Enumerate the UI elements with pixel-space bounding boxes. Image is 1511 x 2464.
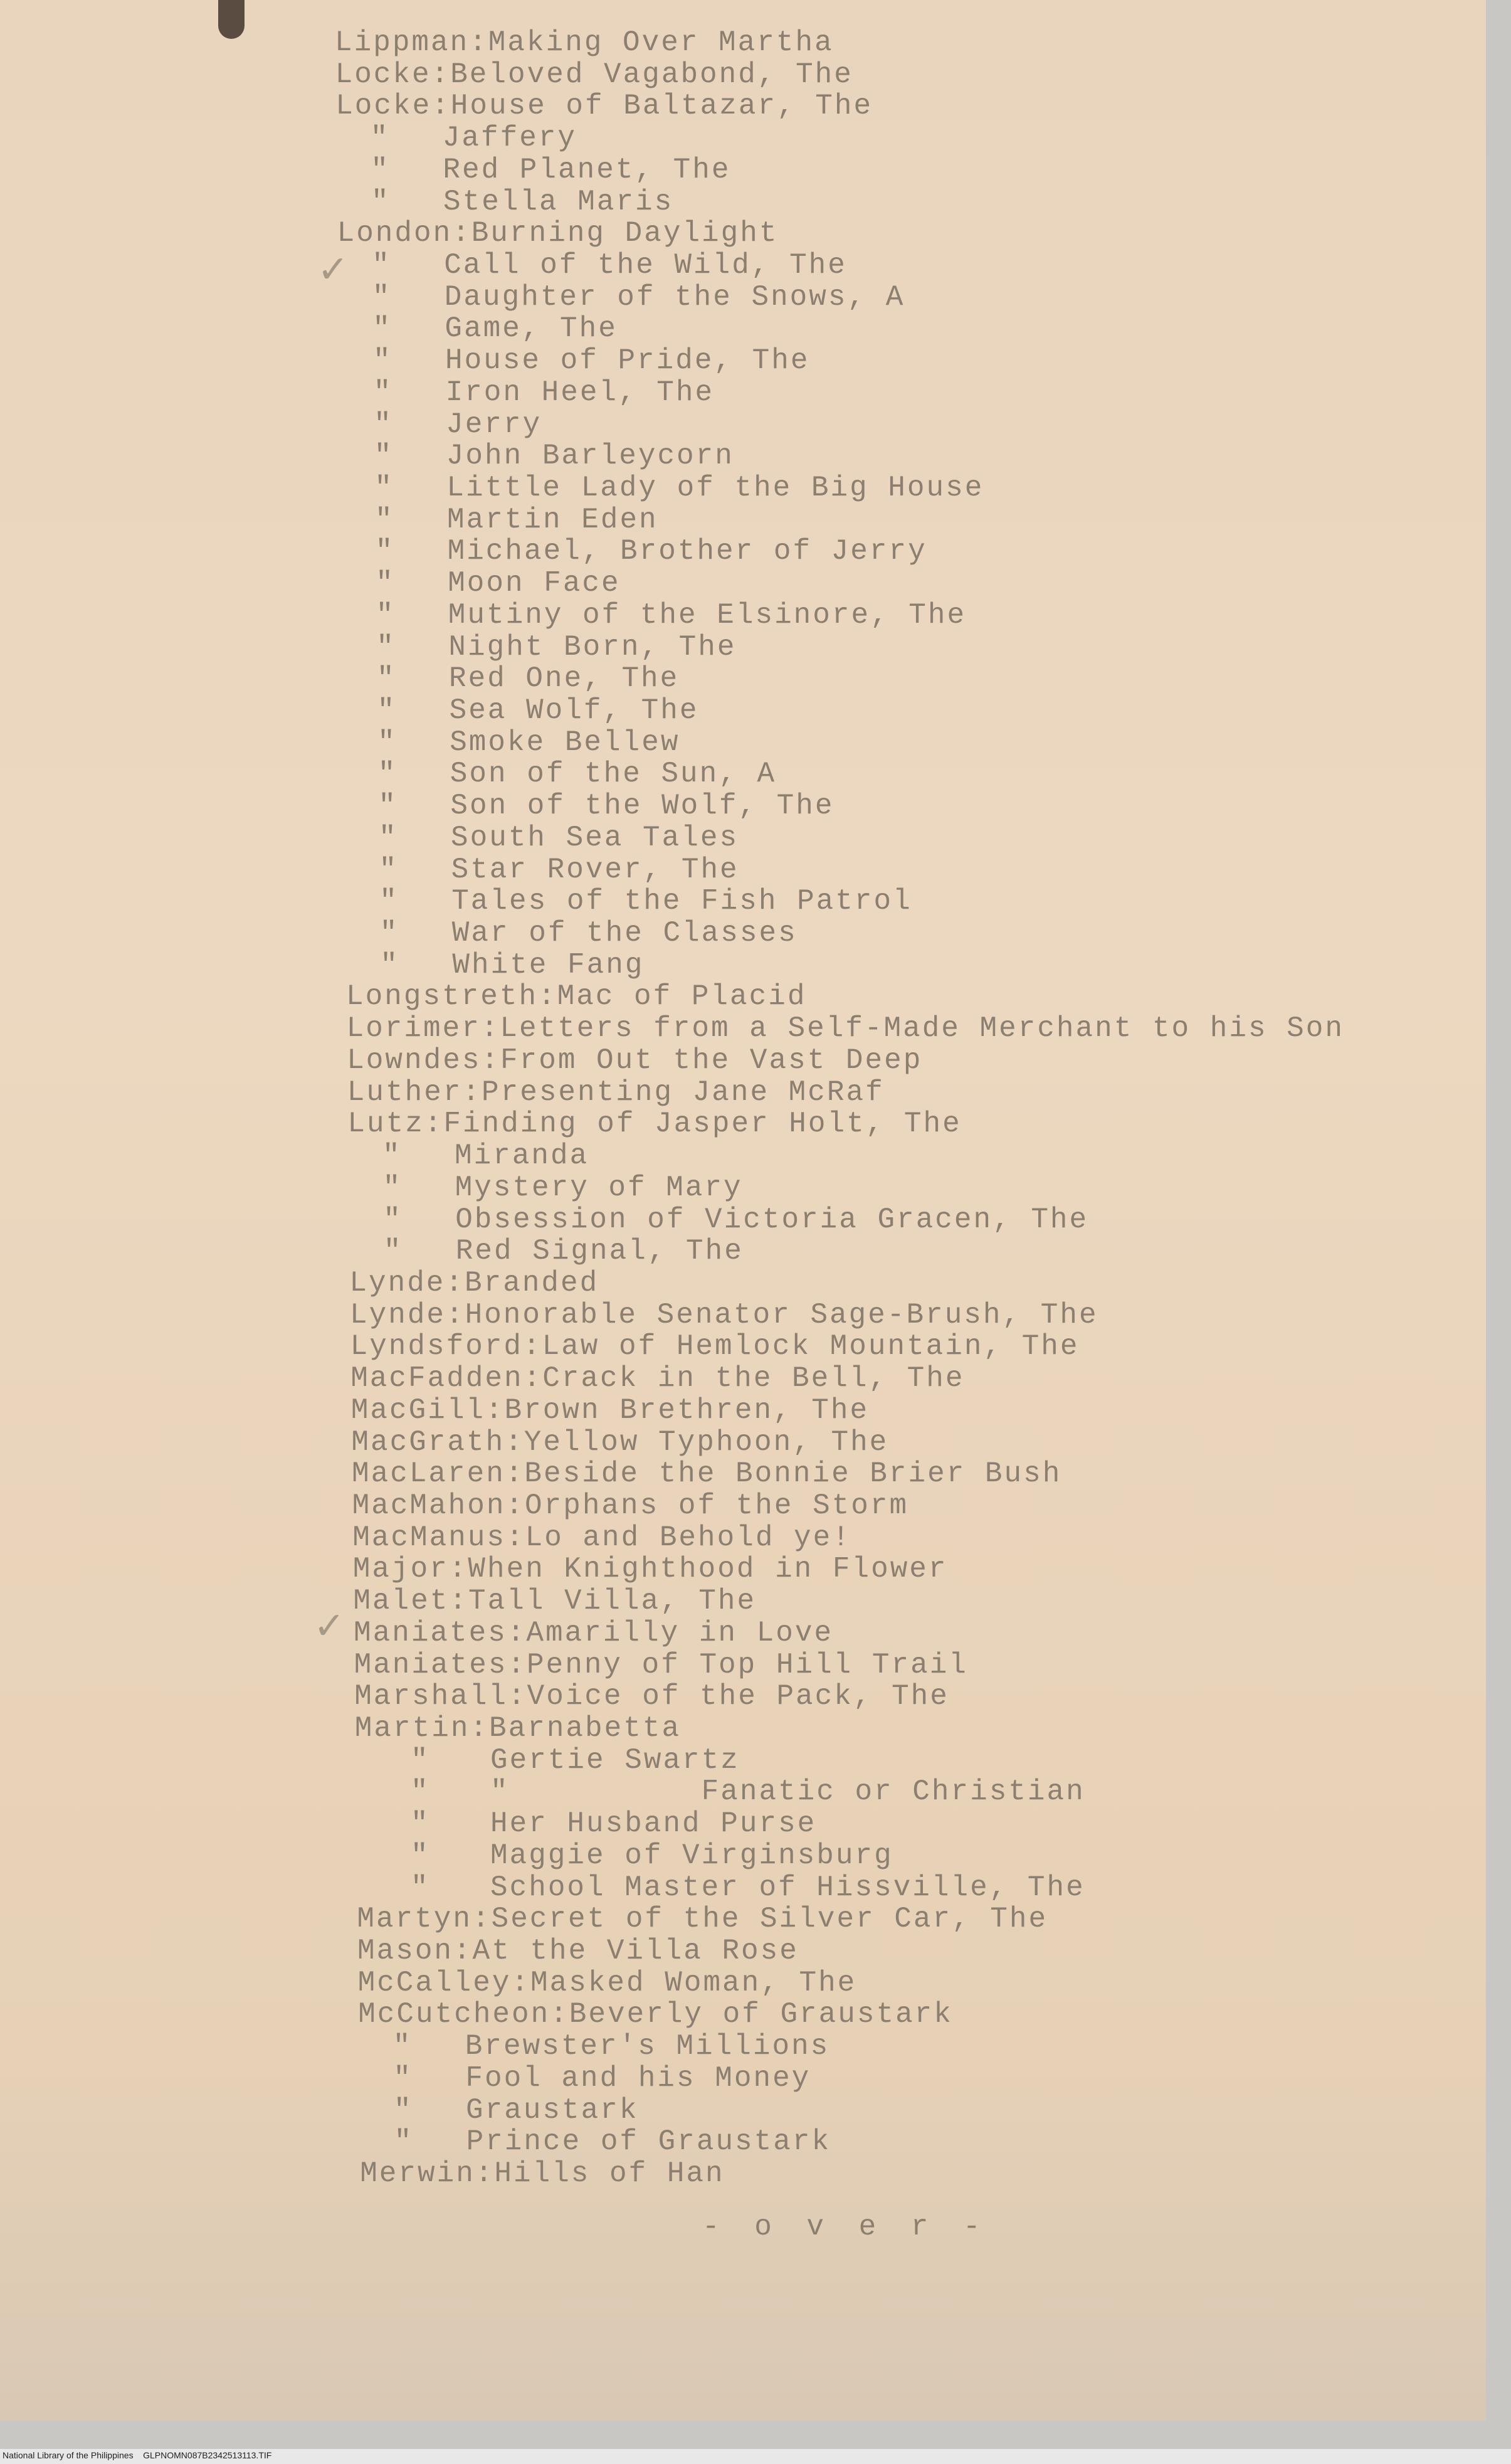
ditto-mark: " (378, 790, 397, 823)
list-entry (0, 376, 1442, 409)
book-title: Daughter of the Snows, A (444, 280, 905, 314)
list-entry (0, 154, 1442, 186)
ditto-mark: " (379, 821, 398, 854)
book-title: Red One, The (449, 662, 680, 695)
list-entry (0, 2125, 1442, 2158)
author-name: MacMahon: (352, 1489, 525, 1522)
author-name: Malet: (353, 1585, 469, 1618)
author-name: Maniates: (354, 1616, 527, 1649)
ditto-mark: " (393, 2061, 413, 2095)
book-title: Moon Face (448, 567, 621, 600)
book-title: Son of the Sun, A (450, 758, 777, 791)
ditto-mark: " (374, 440, 394, 473)
list-entry (0, 567, 1442, 600)
book-title: Beside the Bonnie Brier Bush (524, 1457, 1062, 1491)
book-title: Beloved Vagabond, The (450, 58, 853, 91)
list-entry (0, 726, 1442, 759)
book-title: Call of the Wild, The (444, 249, 847, 282)
ditto-mark: " (370, 122, 390, 155)
book-title: Son of the Wolf, The (450, 790, 834, 823)
book-title: Mutiny of the Elsinore, The (448, 598, 967, 632)
list-entry (0, 980, 1442, 1013)
list-entry (0, 186, 1442, 218)
book-title: Secret of the Silver Car, The (491, 1903, 1048, 1936)
book-title: Mac of Placid (557, 980, 807, 1013)
author-name: Lutz: (347, 1108, 444, 1141)
list-entry (0, 408, 1442, 441)
check-mark: ✓ (317, 248, 349, 292)
book-title: House of Baltazar, The (450, 90, 873, 123)
book-title: Letters from a Self-Made Merchant to his Son (500, 1012, 1344, 1045)
author-name: Lynde: (349, 1266, 465, 1299)
list-entry (0, 344, 1442, 377)
list-entry (0, 1330, 1442, 1363)
ditto-mark: " (411, 1807, 430, 1841)
book-title: At the Villa Rose (472, 1934, 799, 1967)
list-entry (0, 631, 1442, 664)
book-title: War of the Classes (451, 917, 798, 950)
book-title: Presenting Jane McRaf (482, 1076, 885, 1109)
book-title: Finding of Jasper Holt, The (443, 1108, 962, 1141)
book-title: Branded (465, 1266, 599, 1299)
list-entry (0, 1903, 1442, 1935)
list-entry (0, 1998, 1442, 2031)
book-title: Her Husband Purse (490, 1807, 817, 1841)
book-title: Beverly of Graustark (569, 1998, 953, 2031)
book-title: South Sea Tales (451, 821, 739, 854)
list-entry (0, 2094, 1442, 2127)
ditto-mark: " (382, 1171, 403, 1204)
book-title: Little Lady of the Big House (446, 472, 984, 505)
ditto-mark: " (379, 853, 399, 886)
list-entry (0, 26, 1442, 59)
ditto-mark: " (394, 2093, 413, 2127)
list-entry (0, 1394, 1442, 1427)
list-entry (0, 2157, 1442, 2190)
ditto-mark: " (411, 1839, 430, 1872)
ditto-mark: " (376, 630, 396, 664)
book-title: Voice of the Pack, The (527, 1680, 949, 1713)
check-mark: ✓ (313, 1604, 345, 1648)
list-entry (0, 917, 1442, 949)
list-entry (0, 312, 1442, 345)
ditto-mark: " (377, 662, 396, 695)
scan-footer-bar (0, 2449, 1511, 2464)
list-entry (0, 1775, 1442, 1808)
list-entry (0, 2030, 1442, 2063)
book-title: Crack in the Bell, The (542, 1362, 965, 1395)
author-name: Lynde: (350, 1298, 465, 1331)
book-title: Barnabetta (489, 1711, 682, 1745)
book-title: Prince of Graustark (466, 2125, 831, 2159)
author-name: Maniates: (354, 1648, 527, 1681)
list-entry (0, 1871, 1442, 1904)
list-entry (0, 1521, 1442, 1554)
ditto-mark: " (377, 694, 397, 727)
list-entry (0, 1680, 1442, 1713)
book-title: John Barleycorn (446, 440, 734, 473)
list-entry (0, 758, 1442, 790)
author-name: McCalley: (357, 1966, 531, 1999)
ditto-mark: " (375, 503, 394, 536)
list-entry (0, 662, 1442, 695)
ditto-mark: " (372, 249, 391, 282)
author-name: Marshall: (354, 1680, 527, 1713)
book-title: Smoke Bellew (450, 726, 680, 759)
ditto-mark: " (376, 567, 395, 600)
list-entry (0, 854, 1442, 886)
author-name: Major: (352, 1553, 468, 1586)
author-name: Locke: (335, 90, 451, 123)
book-title: Mystery of Mary (455, 1171, 743, 1204)
book-title: Tall Villa, The (468, 1585, 757, 1618)
list-entry (0, 1203, 1442, 1236)
list-entry (0, 1839, 1442, 1872)
book-title: " Fanatic or Christian (490, 1775, 1085, 1809)
ditto-mark: " (374, 408, 393, 441)
list-entry (0, 694, 1442, 727)
list-entry (0, 1617, 1442, 1649)
list-entry (0, 1585, 1442, 1617)
book-title: Jaffery (442, 122, 577, 155)
book-title: Iron Heel, The (445, 376, 715, 409)
book-title: Michael, Brother of Jerry (447, 535, 927, 568)
list-entry (0, 249, 1442, 282)
list-entry (0, 2062, 1442, 2095)
list-entry (0, 1044, 1442, 1077)
author-name: Lippman: (335, 26, 488, 59)
list-entry (0, 1299, 1442, 1331)
book-title: Night Born, The (448, 630, 737, 664)
book-title: From Out the Vast Deep (500, 1044, 923, 1077)
author-name: Lorimer: (346, 1012, 500, 1045)
author-name: Merwin: (360, 2157, 495, 2190)
book-title: Honorable Senator Sage-Brush, The (465, 1298, 1098, 1331)
list-entry (0, 1267, 1442, 1299)
book-title: Masked Woman, The (530, 1966, 857, 1999)
list-entry (0, 440, 1442, 472)
list-entry (0, 122, 1442, 154)
list-entry (0, 535, 1442, 568)
ditto-mark: " (372, 280, 392, 314)
ditto-mark: " (374, 472, 394, 505)
ditto-mark: " (411, 1775, 430, 1809)
book-title: Graustark (466, 2093, 639, 2127)
ditto-mark: " (411, 1743, 430, 1777)
author-name: London: (337, 217, 471, 250)
book-title: Amarilly in Love (526, 1616, 834, 1649)
book-title: Burning Daylight (471, 217, 779, 250)
author-name: MacGill: (350, 1393, 505, 1427)
list-entry (0, 472, 1442, 504)
author-name: MacFadden: (350, 1362, 543, 1395)
list-entry (0, 1649, 1442, 1681)
list-entry (0, 949, 1442, 981)
list-entry (0, 1489, 1442, 1522)
ditto-mark: " (411, 1871, 430, 1904)
list-entry (0, 1967, 1442, 1999)
list-entry (0, 1235, 1442, 1267)
book-title: Fool and his Money (465, 2061, 811, 2095)
book-title: Gertie Swartz (490, 1743, 740, 1777)
list-entry (0, 90, 1442, 122)
book-title: Jerry (446, 408, 542, 441)
ditto-mark: " (373, 344, 392, 378)
list-entry (0, 504, 1442, 536)
book-title: Martin Eden (447, 503, 658, 536)
book-title: Maggie of Virginsburg (490, 1839, 893, 1872)
list-entry (0, 822, 1442, 854)
list-entry (0, 58, 1442, 91)
book-title: Miranda (455, 1139, 589, 1173)
book-title: Penny of Top Hill Trail (527, 1648, 968, 1681)
list-entry (0, 1457, 1442, 1490)
list-entry (0, 790, 1442, 822)
list-entry (0, 1012, 1442, 1045)
book-title: Making Over Martha (488, 26, 834, 59)
book-title: Red Signal, The (455, 1235, 744, 1268)
list-entry (0, 1744, 1442, 1777)
ditto-mark: " (371, 153, 390, 186)
list-entry (0, 1426, 1442, 1459)
ditto-mark: " (377, 726, 397, 759)
book-title: Star Rover, The (451, 853, 739, 886)
book-title: White Fang (452, 948, 645, 981)
list-entry (0, 1807, 1442, 1840)
book-title: Law of Hemlock Mountain, The (542, 1330, 1080, 1363)
book-title: Obsession of Victoria Gracen, The (455, 1203, 1089, 1236)
author-name: MacLaren: (352, 1457, 525, 1491)
ditto-mark: " (373, 376, 393, 409)
ditto-mark: " (383, 1235, 403, 1268)
book-title: Brown Brethren, The (504, 1393, 870, 1427)
ditto-mark: " (371, 185, 391, 218)
author-name: Luther: (347, 1076, 482, 1109)
book-title: Orphans of the Storm (525, 1489, 909, 1522)
ditto-mark: " (382, 1139, 402, 1173)
list-entry (0, 1712, 1442, 1745)
list-entry (0, 1935, 1442, 1967)
book-title: Tales of the Fish Patrol (451, 885, 912, 918)
list-entry (0, 1171, 1442, 1204)
book-title: Game, The (445, 312, 618, 346)
author-name: Locke: (335, 58, 451, 91)
ditto-mark: " (380, 948, 399, 981)
ditto-mark: " (377, 758, 397, 791)
ditto-mark: " (379, 917, 399, 950)
book-title: Sea Wolf, The (449, 694, 699, 727)
ditto-mark: " (372, 312, 392, 346)
list-entry (0, 1362, 1442, 1395)
author-name: Mason: (357, 1934, 473, 1967)
list-entry (0, 599, 1442, 632)
book-title: Yellow Typhoon, The (524, 1425, 889, 1459)
author-name: Martin: (354, 1711, 490, 1745)
list-entry (0, 1108, 1442, 1140)
book-title: Hills of Han (494, 2157, 725, 2190)
list-entry (0, 217, 1442, 250)
book-title: Stella Maris (443, 185, 674, 218)
ditto-mark: " (394, 2125, 414, 2159)
author-name: Lowndes: (347, 1044, 501, 1077)
over-footer: - o v e r - (702, 2211, 989, 2243)
book-title: Lo and Behold ye! (525, 1521, 851, 1554)
author-name: MacGrath: (351, 1425, 524, 1459)
book-title: House of Pride, The (445, 344, 810, 378)
ditto-mark: " (379, 885, 399, 918)
list-entry (0, 1076, 1442, 1109)
author-name: McCutcheon: (358, 1998, 569, 2031)
book-title: School Master of Hissville, The (490, 1871, 1085, 1904)
author-name: MacManus: (352, 1521, 525, 1554)
author-name: Lyndsford: (350, 1330, 542, 1363)
author-name: Martyn: (357, 1903, 492, 1936)
list-entry (0, 281, 1442, 314)
ditto-mark: " (376, 598, 396, 632)
ditto-mark: " (392, 2030, 413, 2063)
book-title: Brewster's Millions (465, 2030, 830, 2063)
list-entry (0, 1139, 1442, 1172)
ditto-mark: " (375, 535, 395, 568)
author-name: Longstreth: (346, 980, 557, 1013)
book-title: Red Planet, The (443, 153, 731, 186)
list-entry (0, 1553, 1442, 1585)
list-entry (0, 885, 1442, 917)
ditto-mark: " (383, 1203, 403, 1236)
scan-label: National Library of the Philippines GLPNOMN087B2342513113.TIF (3, 2450, 272, 2460)
book-title: When Knighthood in Flower (468, 1553, 948, 1586)
